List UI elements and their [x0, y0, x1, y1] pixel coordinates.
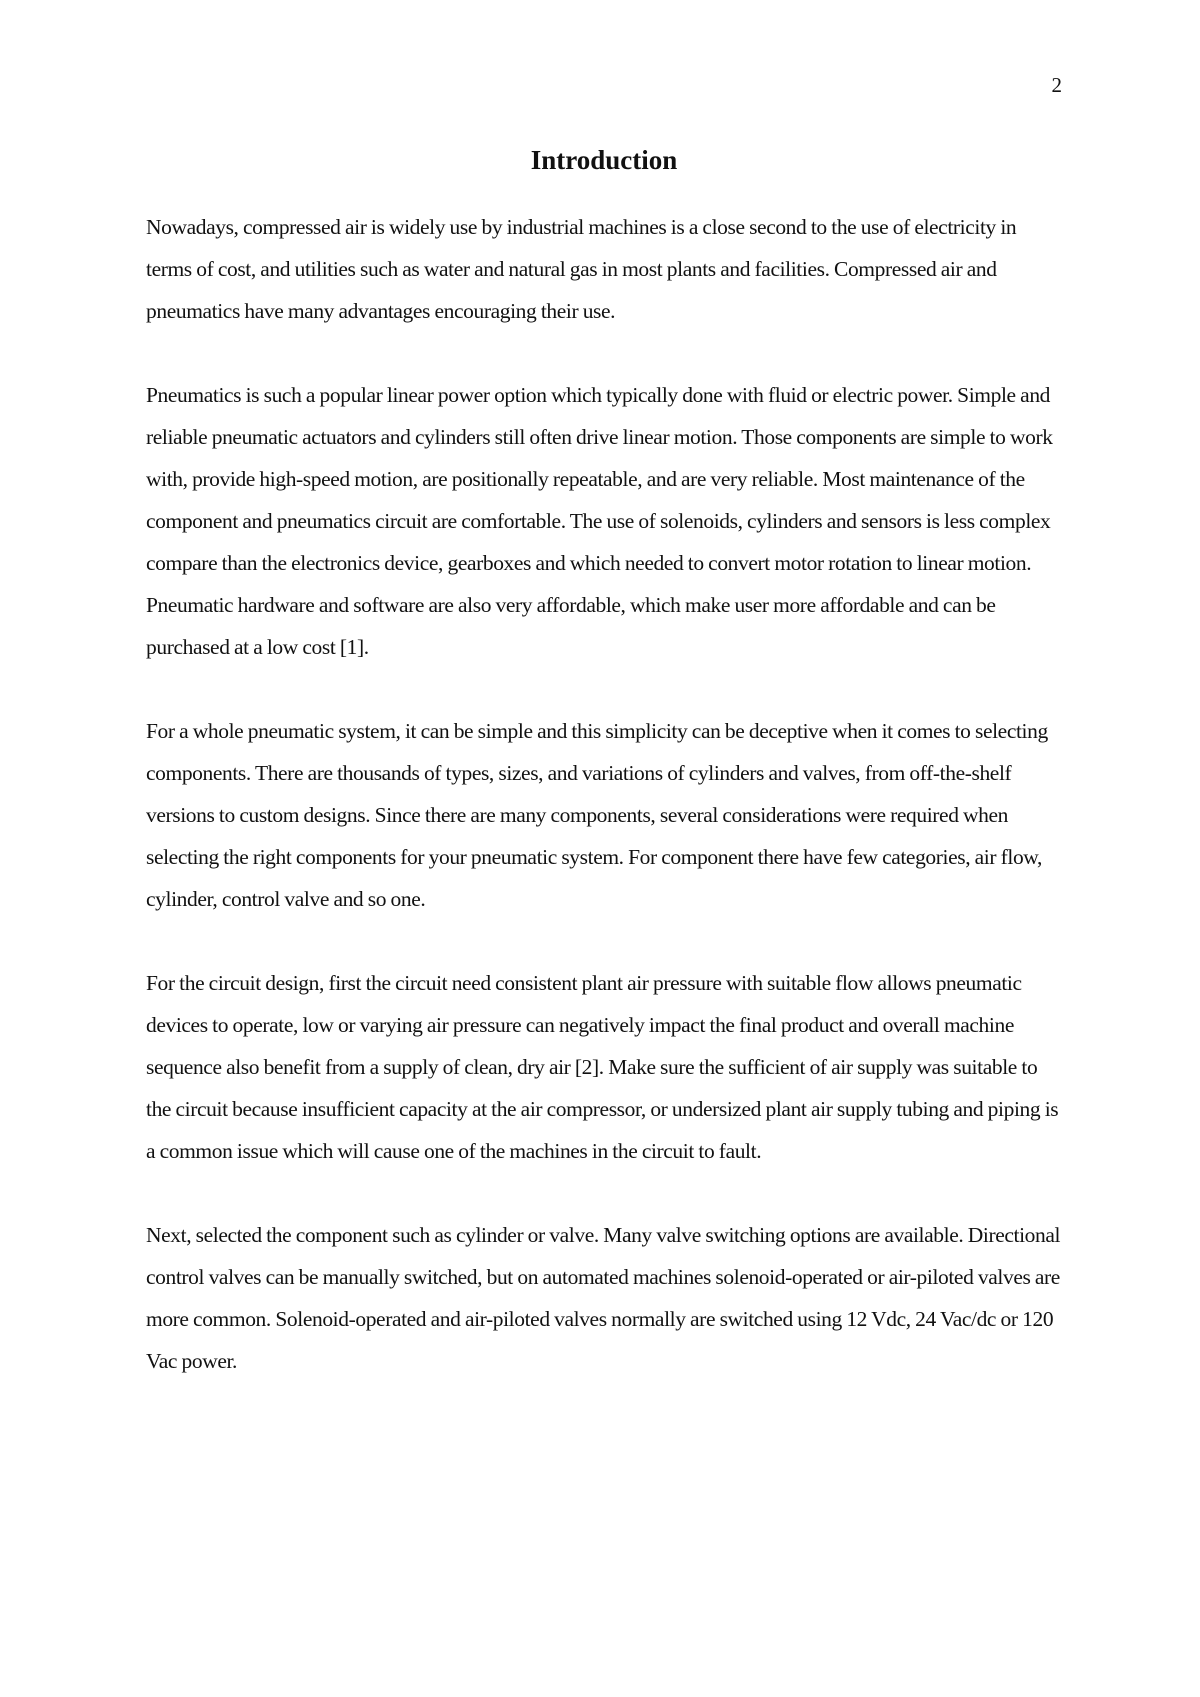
paragraph-components: Next, selected the component such as cylinder or valve. Many valve switching options are available. Directional control valves can be manually switched, but on automated machines solenoid-operated or air-piloted valves are more common. Solenoid-operated and air-piloted valves normally are switched using 12 Vdc, 24 Vac/dc or 120 Vac power. [146, 1223, 1061, 1373]
paragraph-intro: Nowadays, compressed air is widely use by industrial machines is a close second to the use of electricity in terms of cost, and utilities such as water and natural gas in most plants and facilities. Compressed air and pneumatics have many advantages encouraging their use. [146, 215, 1017, 323]
body-text [146, 206, 1066, 1382]
paragraph-circuit-design: For the circuit design, first the circuit need consistent plant air pressure with suitable flow allows pneumatic devices to operate, low or varying air pressure can negatively impact the final product and overall machine sequence also benefit from a supply of clean, dry air [2]. Make sure the sufficient of air supply was suitable to the circuit because insufficient capacity at the air compressor, or undersized plant air supply tubing and piping is a common issue which will cause one of the machines in the circuit to fault. [146, 971, 1059, 1163]
paragraph-pneumatics: Pneumatics is such a popular linear power option which typically done with fluid or electric power. Simple and reliable pneumatic actuators and cylinders still often drive linear motion. Those components are simple to work with, provide high-speed motion, are positionally repeatable, and are very reliable. Most maintenance of the component and pneumatics circuit are comfortable. The use of solenoids, cylinders and sensors is less complex compare than the electronics device, gearboxes and which needed to convert motor rotation to linear motion. Pneumatic hardware and software are also very affordable, which make user more affordable and can be purchased at a low cost [1]. [146, 383, 1053, 659]
paragraph-system: For a whole pneumatic system, it can be simple and this simplicity can be deceptive when it comes to selecting components. There are thousands of types, sizes, and variations of cylinders and valves, from off-the-shelf versions to custom designs. Since there are many components, several considerations were required when selecting the right components for your pneumatic system. For component there have few categories, air flow, cylinder, control valve and so one. [146, 719, 1048, 911]
section-title: Introduction [530, 145, 678, 175]
page-number: 2 [1051, 73, 1062, 97]
